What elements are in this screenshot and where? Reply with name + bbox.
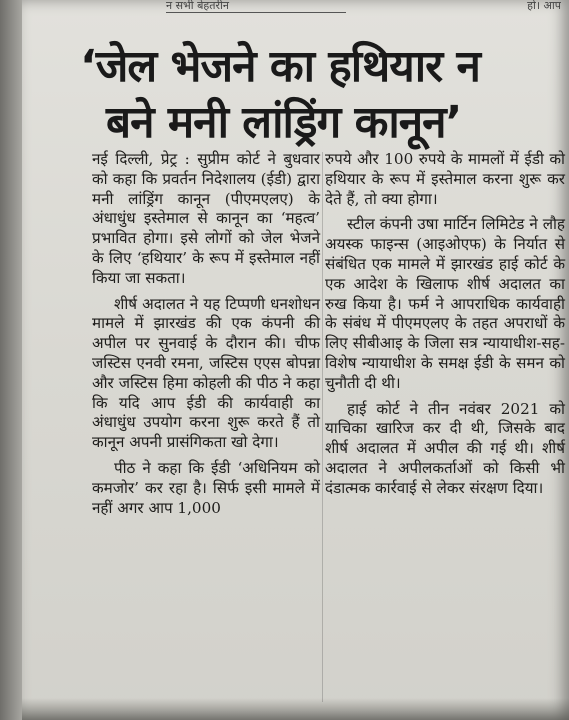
- adjacent-article-fragment: हो। आप: [527, 0, 561, 12]
- page-shadow: [22, 698, 569, 720]
- article-column-right: [325, 150, 565, 505]
- article-headline: [80, 39, 560, 151]
- paragraph: पीठ ने कहा कि ईडी ‘अधिनियम को कमजोर’ कर रहा है। सिर्फ इसी मामले में नहीं अगर आप 1,000: [92, 458, 320, 517]
- newspaper-clipping: [22, 0, 569, 720]
- headline-line-1: ‘जेल भेजने का हथियार न: [80, 41, 480, 93]
- paragraph: रुपये और 100 रुपये के मामलों में ईडी को हथियार के रूप में इस्तेमाल करना शुरू कर देते हैं, तो क्या होगा।: [325, 150, 565, 208]
- article-column-left: [92, 150, 320, 524]
- paragraph: हाई कोर्ट ने तीन नवंबर 2021 को याचिका खारिज कर दी थी, जिसके बाद शीर्ष अदालत में अपील की गई थी। शीर्ष अदालत ने अपीलकर्ताओं को किसी भी दंडात्मक कार्रवाई से लेकर संरक्षण दिया।: [325, 399, 565, 497]
- column-divider: [322, 152, 323, 702]
- paragraph: शीर्ष अदालत ने यह टिप्पणी धनशोधन मामले में झारखंड की एक कंपनी की अपील पर सुनवाई के दौरान की। चीफ जस्टिस एनवी रमना, जस्टिस एएस बोपन्ना और जस्टिस हिमा कोहली की पीठ ने कहा कि यदि आप ईडी की कार्यवाही का अंधाधुंध उपयोग करना शुरू करते हैं तो कानून अपनी प्रासंगिकता खो देगा।: [92, 294, 320, 452]
- paragraph: नई दिल्ली, प्रेट्र : सुप्रीम कोर्ट ने बुधवार को कहा कि प्रवर्तन निदेशालय (ईडी) द्वारा मनी लांड्रिंग कानून (पीएमएलए) के अंधाधुंध इस्तेमाल से कानून का ‘महत्व’ प्रभावित होगा। इसे लोगों को जेल भेजने के लिए ‘हथियार’ के रूप में इस्तेमाल नहीं किया जा सकता।: [92, 150, 320, 287]
- paragraph: स्टील कंपनी उषा मार्टिन लिमिटेड ने लौह अयस्क फाइन्स (आइओएफ) के निर्यात से संबंधित एक मामले में झारखंड हाई कोर्ट के एक आदेश के खिलाफ शीर्ष अदालत का रुख किया है। फर्म ने आपराधिक कार्यवाही के संबंध में पीएमएलए के तहत अपराधों के लिए सीबीआइ के जिला सत्र न्यायाधीश-सह-विशेष न्यायाधीश के समक्ष ईडी के समन को चुनौती दी थी।: [325, 215, 565, 392]
- headline-line-2: बने मनी लांड्रिंग कानून’: [106, 97, 462, 149]
- background-surface: [0, 0, 22, 720]
- previous-article-fragment: न सभी बेहतरीन: [166, 0, 346, 14]
